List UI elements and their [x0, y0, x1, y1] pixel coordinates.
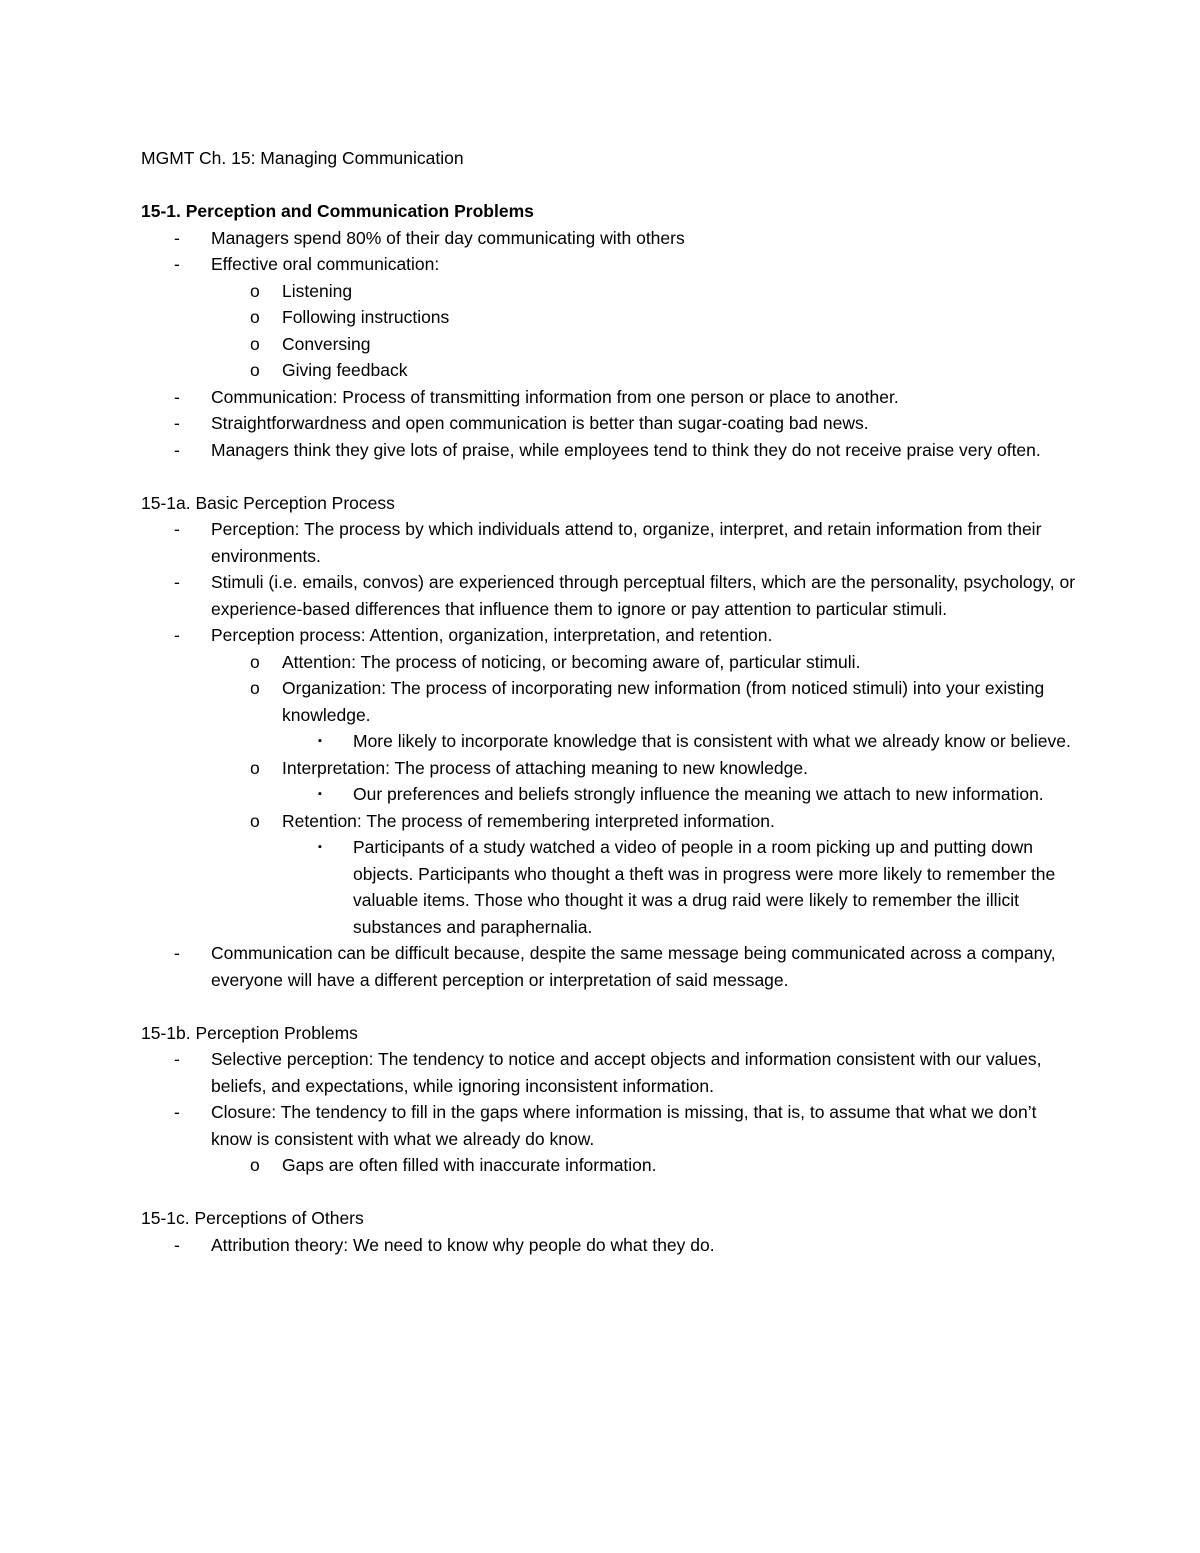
list-item-text: Straightforwardness and open communication is better than sugar-coating bad news.: [211, 413, 869, 433]
circle-bullet: o: [250, 810, 260, 831]
dash-bullet: -: [174, 572, 180, 592]
list-item: [141, 437, 1081, 464]
dash-bullet: -: [174, 413, 180, 433]
list-item-text: Stimuli (i.e. emails, convos) are experienced through perceptual filters, which are the personality, psychology, or experience-based differences that influence them to ignore or pay attention to particular stimuli.: [211, 572, 1076, 619]
dash-bullet: -: [174, 439, 180, 460]
square-bullet: ▪: [318, 788, 322, 800]
list-item-text: Attribution theory: We need to know why people do what they do.: [211, 1234, 715, 1255]
list-item: [141, 1232, 1081, 1259]
list-item: [141, 225, 1081, 252]
section-heading: 15-1b. Perception Problems: [141, 1022, 358, 1043]
list-item: [141, 940, 1081, 993]
list-item: [141, 1046, 1081, 1099]
list-item-text: Conversing: [282, 333, 371, 354]
list-item-text: Perception: The process by which individuals attend to, organize, interpret, and retain information from their environments.: [211, 519, 1042, 566]
list-item: [141, 278, 1081, 305]
list-item: [141, 808, 1081, 835]
dash-bullet: -: [174, 254, 180, 274]
section-heading: 15-1a. Basic Perception Process: [141, 492, 395, 513]
square-bullet: ▪: [318, 841, 322, 853]
list-item: [141, 251, 1081, 278]
list-item-text: Communication: Process of transmitting information from one person or place to another.: [211, 386, 899, 407]
list-item-text: Giving feedback: [282, 360, 408, 380]
list-item: [141, 569, 1081, 622]
list-item-text: Managers think they give lots of praise, while employees tend to think they do not receive praise very often.: [211, 439, 1041, 460]
list-item-text: Perception process: Attention, organization, interpretation, and retention.: [211, 625, 773, 645]
sections-container: [141, 198, 1081, 1258]
list-item-text: Following instructions: [282, 307, 450, 327]
list-item-text: Effective oral communication:: [211, 254, 440, 274]
list-item: [141, 755, 1081, 782]
list-item: [141, 516, 1081, 569]
list-item: [141, 410, 1081, 437]
list-item-text: Organization: The process of incorporating new information (from noticed stimuli) into your existing knowledge.: [282, 678, 1045, 725]
list-item-text: Interpretation: The process of attaching meaning to new knowledge.: [282, 757, 808, 778]
list-item: [141, 357, 1081, 384]
list-item: [141, 622, 1081, 649]
dash-bullet: -: [174, 943, 180, 963]
list-item-text: Managers spend 80% of their day communicating with others: [211, 227, 685, 248]
list-item-text: Attention: The process of noticing, or becoming aware of, particular stimuli.: [282, 651, 861, 672]
circle-bullet: o: [250, 1155, 260, 1175]
list-item-text: Our preferences and beliefs strongly influence the meaning we attach to new information.: [353, 784, 1044, 804]
list-item: [141, 331, 1081, 358]
circle-bullet: o: [250, 678, 260, 698]
list-item: [141, 728, 1081, 755]
dash-bullet: -: [174, 227, 180, 248]
list-item-text: Gaps are often filled with inaccurate information.: [282, 1155, 657, 1175]
list-item-text: Participants of a study watched a video of people in a room picking up and putting down objects. Participants who thought a theft was in progress were more likely to remember the valuable items. Those who thought it was a drug raid were likely to remember the illicit substances and paraphernalia.: [353, 837, 1056, 937]
spacer: [141, 1179, 1081, 1206]
list-item-text: Closure: The tendency to fill in the gaps where information is missing, that is, to assume that what we don’t know is consistent with what we already do know.: [211, 1102, 1037, 1149]
spacer: [141, 993, 1081, 1020]
dash-bullet: -: [174, 625, 180, 645]
circle-bullet: o: [250, 360, 260, 380]
document-title: MGMT Ch. 15: Managing Communication: [141, 148, 464, 168]
circle-bullet: o: [250, 333, 260, 354]
list-item: [141, 1152, 1081, 1179]
list-item: [141, 834, 1081, 940]
list-item-text: Selective perception: The tendency to notice and accept objects and information consistent with our values, beliefs, and expectations, while ignoring inconsistent information.: [211, 1049, 1042, 1096]
list-item: [141, 781, 1081, 808]
dash-bullet: -: [174, 386, 180, 407]
dash-bullet: -: [174, 519, 180, 539]
list-item-text: More likely to incorporate knowledge that is consistent with what we already know or believe.: [353, 731, 1071, 751]
dash-bullet: -: [174, 1049, 180, 1069]
circle-bullet: o: [250, 651, 260, 672]
section-heading: 15-1c. Perceptions of Others: [141, 1208, 364, 1228]
list-item-text: Retention: The process of remembering interpreted information.: [282, 810, 775, 831]
list-item: [141, 304, 1081, 331]
list-item: [141, 1099, 1081, 1152]
circle-bullet: o: [250, 757, 260, 778]
dash-bullet: -: [174, 1234, 180, 1255]
square-bullet: ▪: [318, 735, 322, 747]
spacer: [141, 172, 1081, 199]
list-item: [141, 649, 1081, 676]
list-item-text: Listening: [282, 280, 353, 301]
document-body: [141, 145, 1081, 1258]
list-item: [141, 384, 1081, 411]
spacer: [141, 463, 1081, 490]
dash-bullet: -: [174, 1102, 180, 1122]
circle-bullet: o: [250, 280, 260, 301]
list-item-text: Communication can be difficult because, despite the same message being communicated across a company, everyone will have a different perception or interpretation of said message.: [211, 943, 1056, 990]
section-heading: 15-1. Perception and Communication Problems: [141, 201, 534, 221]
circle-bullet: o: [250, 307, 260, 327]
list-item: [141, 675, 1081, 728]
